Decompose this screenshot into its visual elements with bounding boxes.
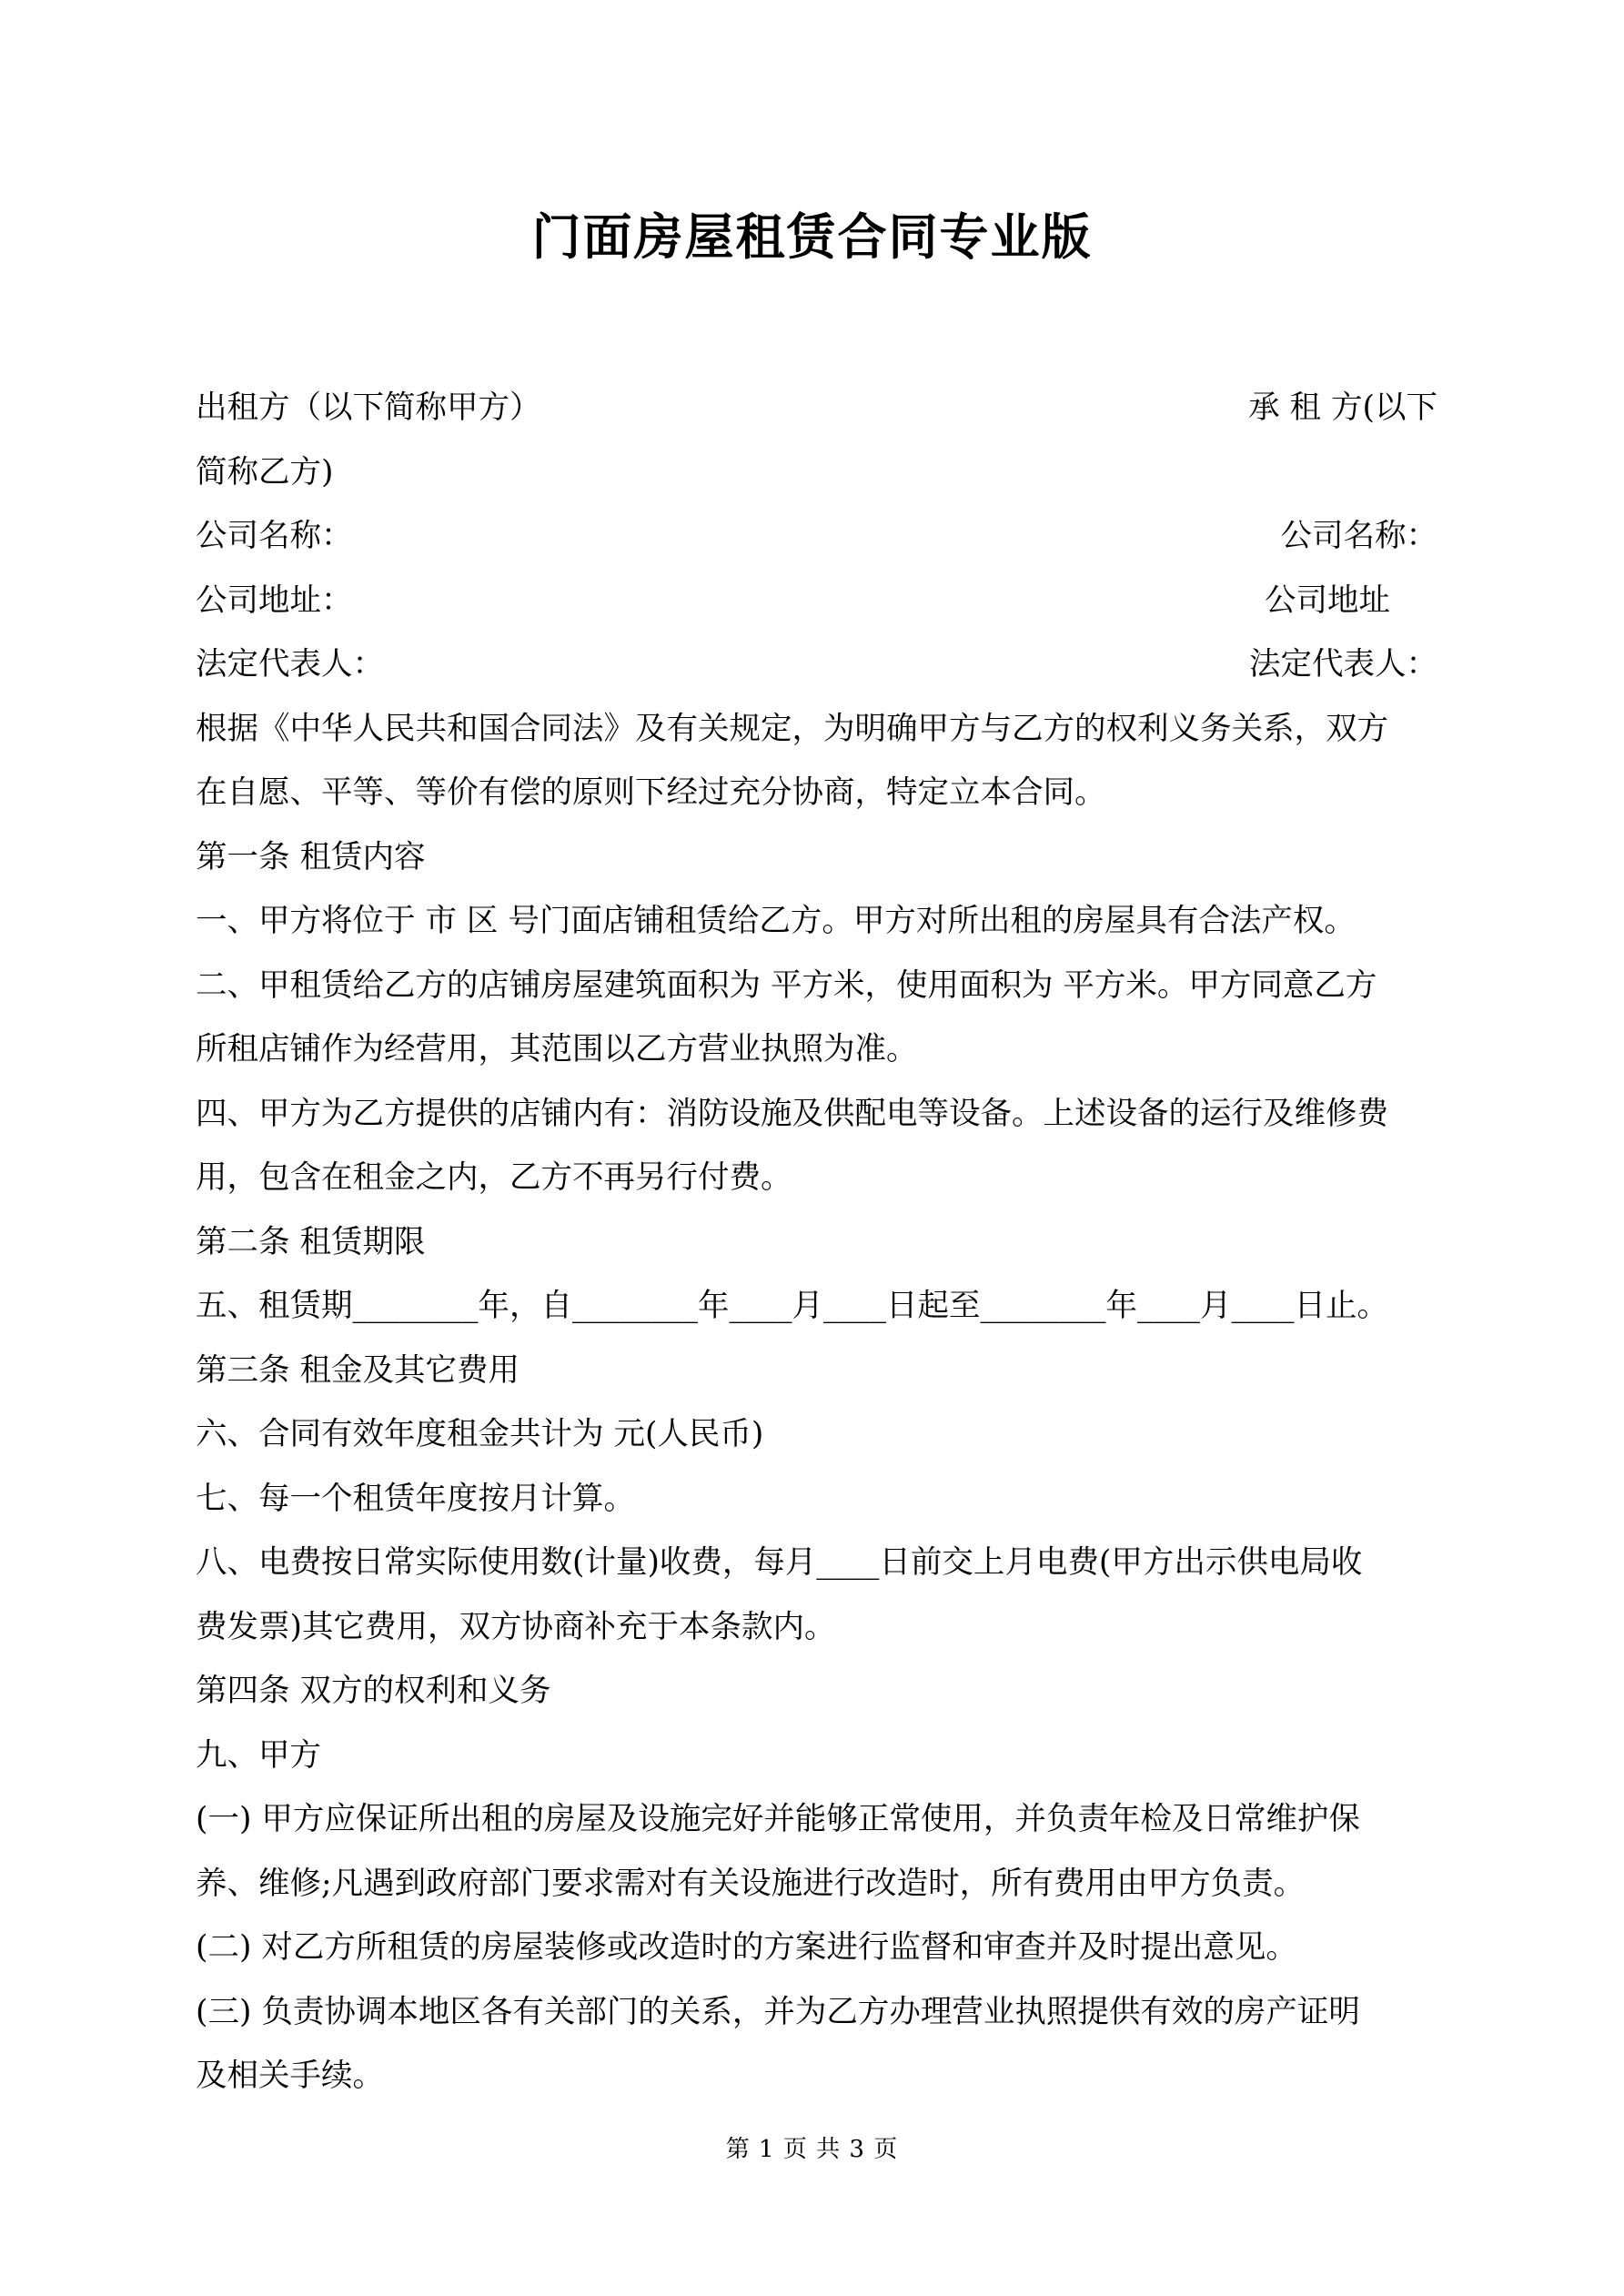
text-line: 八、电费按日常实际使用数(计量)收费，每月____日前交上月电费(甲方出示供电局收 [196, 1544, 1363, 1581]
lessor-label: 出租方（以下简称甲方） [196, 389, 541, 426]
text-line: (二) 对乙方所租赁的房屋装修或改造时的方案进行监督和审查并及时提出意见。 [196, 1929, 1297, 1966]
article-heading: 第三条 租金及其它费用 [196, 1351, 519, 1389]
text-line: 九、甲方 [196, 1736, 321, 1774]
company-name-a: 公司名称： [196, 518, 353, 554]
text-line: 七、每一个租赁年度按月计算。 [196, 1480, 635, 1517]
company-address-b: 公司地址 [1265, 582, 1390, 619]
company-name-b: 公司名称： [1280, 518, 1437, 554]
company-address-line [196, 569, 1437, 633]
company-name-line [196, 504, 1437, 569]
text-line: 根据《中华人民共和国合同法》及有关规定，为明确甲方与乙方的权利义务关系，双方 [196, 710, 1388, 747]
text-line: 六、合同有效年度租金共计为 元(人民币) [196, 1416, 764, 1452]
text-line: 所租店铺作为经营用，其范围以乙方营业执照为准。 [196, 1031, 918, 1067]
text-line: 四、甲方为乙方提供的店铺内有：消防设施及供配电等设备。上述设备的运行及维修费 [196, 1095, 1388, 1132]
lessee-label-part1: 承 租 方(以下 [1248, 389, 1437, 426]
text-line: 二、甲租赁给乙方的店铺房屋建筑面积为 平方米，使用面积为 平方米。甲方同意乙方 [196, 966, 1377, 1004]
page-footer: 第 1 页 共 3 页 [725, 2136, 899, 2163]
parties-header-line [196, 376, 1437, 440]
contract-body [196, 376, 1437, 2109]
article-heading: 第一条 租赁内容 [196, 838, 426, 875]
article-heading: 第四条 双方的权利和义务 [196, 1673, 551, 1709]
text-line: 一、甲方将位于 市 区 号门面店铺租赁给乙方。甲方对所出租的房屋具有合法产权。 [196, 903, 1356, 939]
company-address-a: 公司地址： [196, 582, 353, 619]
legal-rep-a: 法定代表人： [196, 646, 384, 683]
legal-rep-b: 法定代表人： [1249, 646, 1437, 683]
text-line: 及相关手续。 [196, 2058, 384, 2094]
text-line: (三) 负责协调本地区各有关部门的关系，并为乙方办理营业执照提供有效的房产证明 [196, 1993, 1360, 2030]
document-title: 门面房屋租赁合同专业版 [531, 207, 1093, 266]
legal-rep-line [196, 632, 1437, 697]
lessee-label-continuation [196, 440, 1437, 505]
lessee-label-part2: 简称乙方) [196, 453, 334, 491]
text-line: 费发票)其它费用，双方协商补充于本条款内。 [196, 1608, 836, 1645]
text-line: 在自愿、平等、等价有偿的原则下经过充分协商，特定立本合同。 [196, 774, 1106, 811]
text-line: 养、维修;凡遇到政府部门要求需对有关设施进行改造时，所有费用由甲方负责。 [196, 1865, 1306, 1902]
text-line: (一) 甲方应保证所出租的房屋及设施完好并能够正常使用，并负责年检及日常维护保 [196, 1801, 1360, 1837]
text-line: 五、租赁期________年，自________年____月____日起至________年____月____日止。 [196, 1288, 1388, 1324]
article-heading: 第二条 租赁期限 [196, 1223, 426, 1260]
text-line: 用，包含在租金之内，乙方不再另行付费。 [196, 1159, 792, 1196]
